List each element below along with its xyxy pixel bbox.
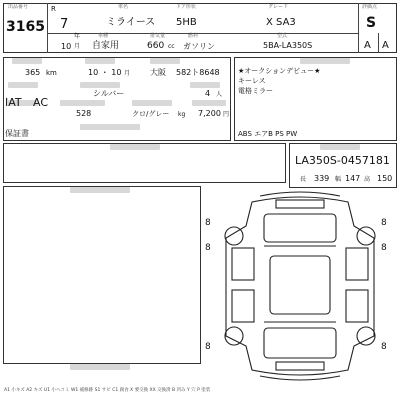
color: シルバー bbox=[93, 89, 125, 98]
usage: 自家用 bbox=[92, 41, 120, 51]
score: S bbox=[366, 15, 377, 31]
damage-mark-6: 8 bbox=[381, 342, 387, 352]
width: 147 bbox=[345, 174, 361, 183]
damage-mark-4: 8 bbox=[381, 243, 387, 253]
damage-mark-1: 8 bbox=[205, 218, 211, 228]
selling-point-3: 電格ミラー bbox=[238, 87, 273, 95]
ac: AC bbox=[33, 96, 49, 109]
recycle-fee: 7,200 bbox=[198, 109, 221, 118]
length: 339 bbox=[314, 174, 330, 183]
year-unit: 年 bbox=[74, 33, 81, 40]
warranty: 保証書 bbox=[5, 129, 29, 138]
height: 150 bbox=[377, 174, 393, 183]
auction-sheet: 出品番号 3165 R 7 年 10 月 車名 ミライース ドア形状 5HB グレード X SA3 評価点 S 車種 自家用 排気量 660 cc 燃料 ガソリン 型式 5BA-LA350S A A 365 km 10 ・ 10 月 大阪 582ト8648 シルバー IAT AC 4 人 528 クロ/グレー kg 7,200 円 保証書 ★オークションデビュー★ キーレス 電格ミラー ABS エアB PS PW LA350S-0457181 長 339 幅 147 高 150 8 8 8 8 8 8 A1 小キズ A2 キズ U1 小ヘコミ W1 補修跡 S1 サビ C1 腐食 X 要交換 XX 交換済 B 凹み Y 穴 P 塗装 bbox=[0, 0, 400, 400]
seats: 4 bbox=[205, 89, 211, 98]
lot-label: 出品番号 bbox=[8, 4, 29, 10]
damage-mark-5: 8 bbox=[205, 342, 211, 352]
selling-points bbox=[238, 66, 320, 96]
selling-point-1: ★オークションデビュー★ bbox=[238, 67, 321, 75]
year: 7 bbox=[60, 17, 69, 32]
damage-mark-3: 8 bbox=[205, 243, 211, 253]
grade: X SA3 bbox=[266, 17, 296, 28]
car-diagram bbox=[204, 186, 397, 382]
shaken-date: 10 ・ 10 bbox=[88, 68, 122, 77]
footer-legend: A1 小キズ A2 キズ U1 小ヘコミ W1 補修跡 S1 サビ C1 腐食 X 要交換 XX 交換済 B 凹み Y 穴 P 塗装 bbox=[4, 388, 211, 393]
door-type: 5HB bbox=[176, 17, 197, 28]
equipment: ABS エアB PS PW bbox=[238, 130, 298, 138]
region: 大阪 bbox=[150, 68, 166, 77]
month-unit: 月 bbox=[74, 43, 81, 50]
exterior-score: A bbox=[382, 40, 389, 51]
plate: 582ト8648 bbox=[176, 68, 220, 77]
mileage: 365 bbox=[25, 68, 41, 77]
displacement: 660 bbox=[147, 41, 165, 51]
inspector-notes-frame bbox=[3, 186, 201, 364]
damage-mark-2: 8 bbox=[381, 218, 387, 228]
selling-point-2: キーレス bbox=[238, 77, 266, 85]
lot-number: 3165 bbox=[6, 19, 45, 35]
fuel: ガソリン bbox=[183, 42, 215, 51]
interior-color: クロ/グレー bbox=[132, 110, 170, 118]
transmission: IAT bbox=[5, 96, 22, 109]
interior-score: A bbox=[364, 40, 371, 51]
chassis-number: LA350S-0457181 bbox=[295, 154, 390, 167]
era: R bbox=[51, 5, 56, 13]
color-code: 528 bbox=[76, 109, 92, 118]
car-name: ミライース bbox=[106, 17, 156, 28]
month: 10 bbox=[61, 42, 72, 51]
model-code: 5BA-LA350S bbox=[263, 41, 313, 50]
